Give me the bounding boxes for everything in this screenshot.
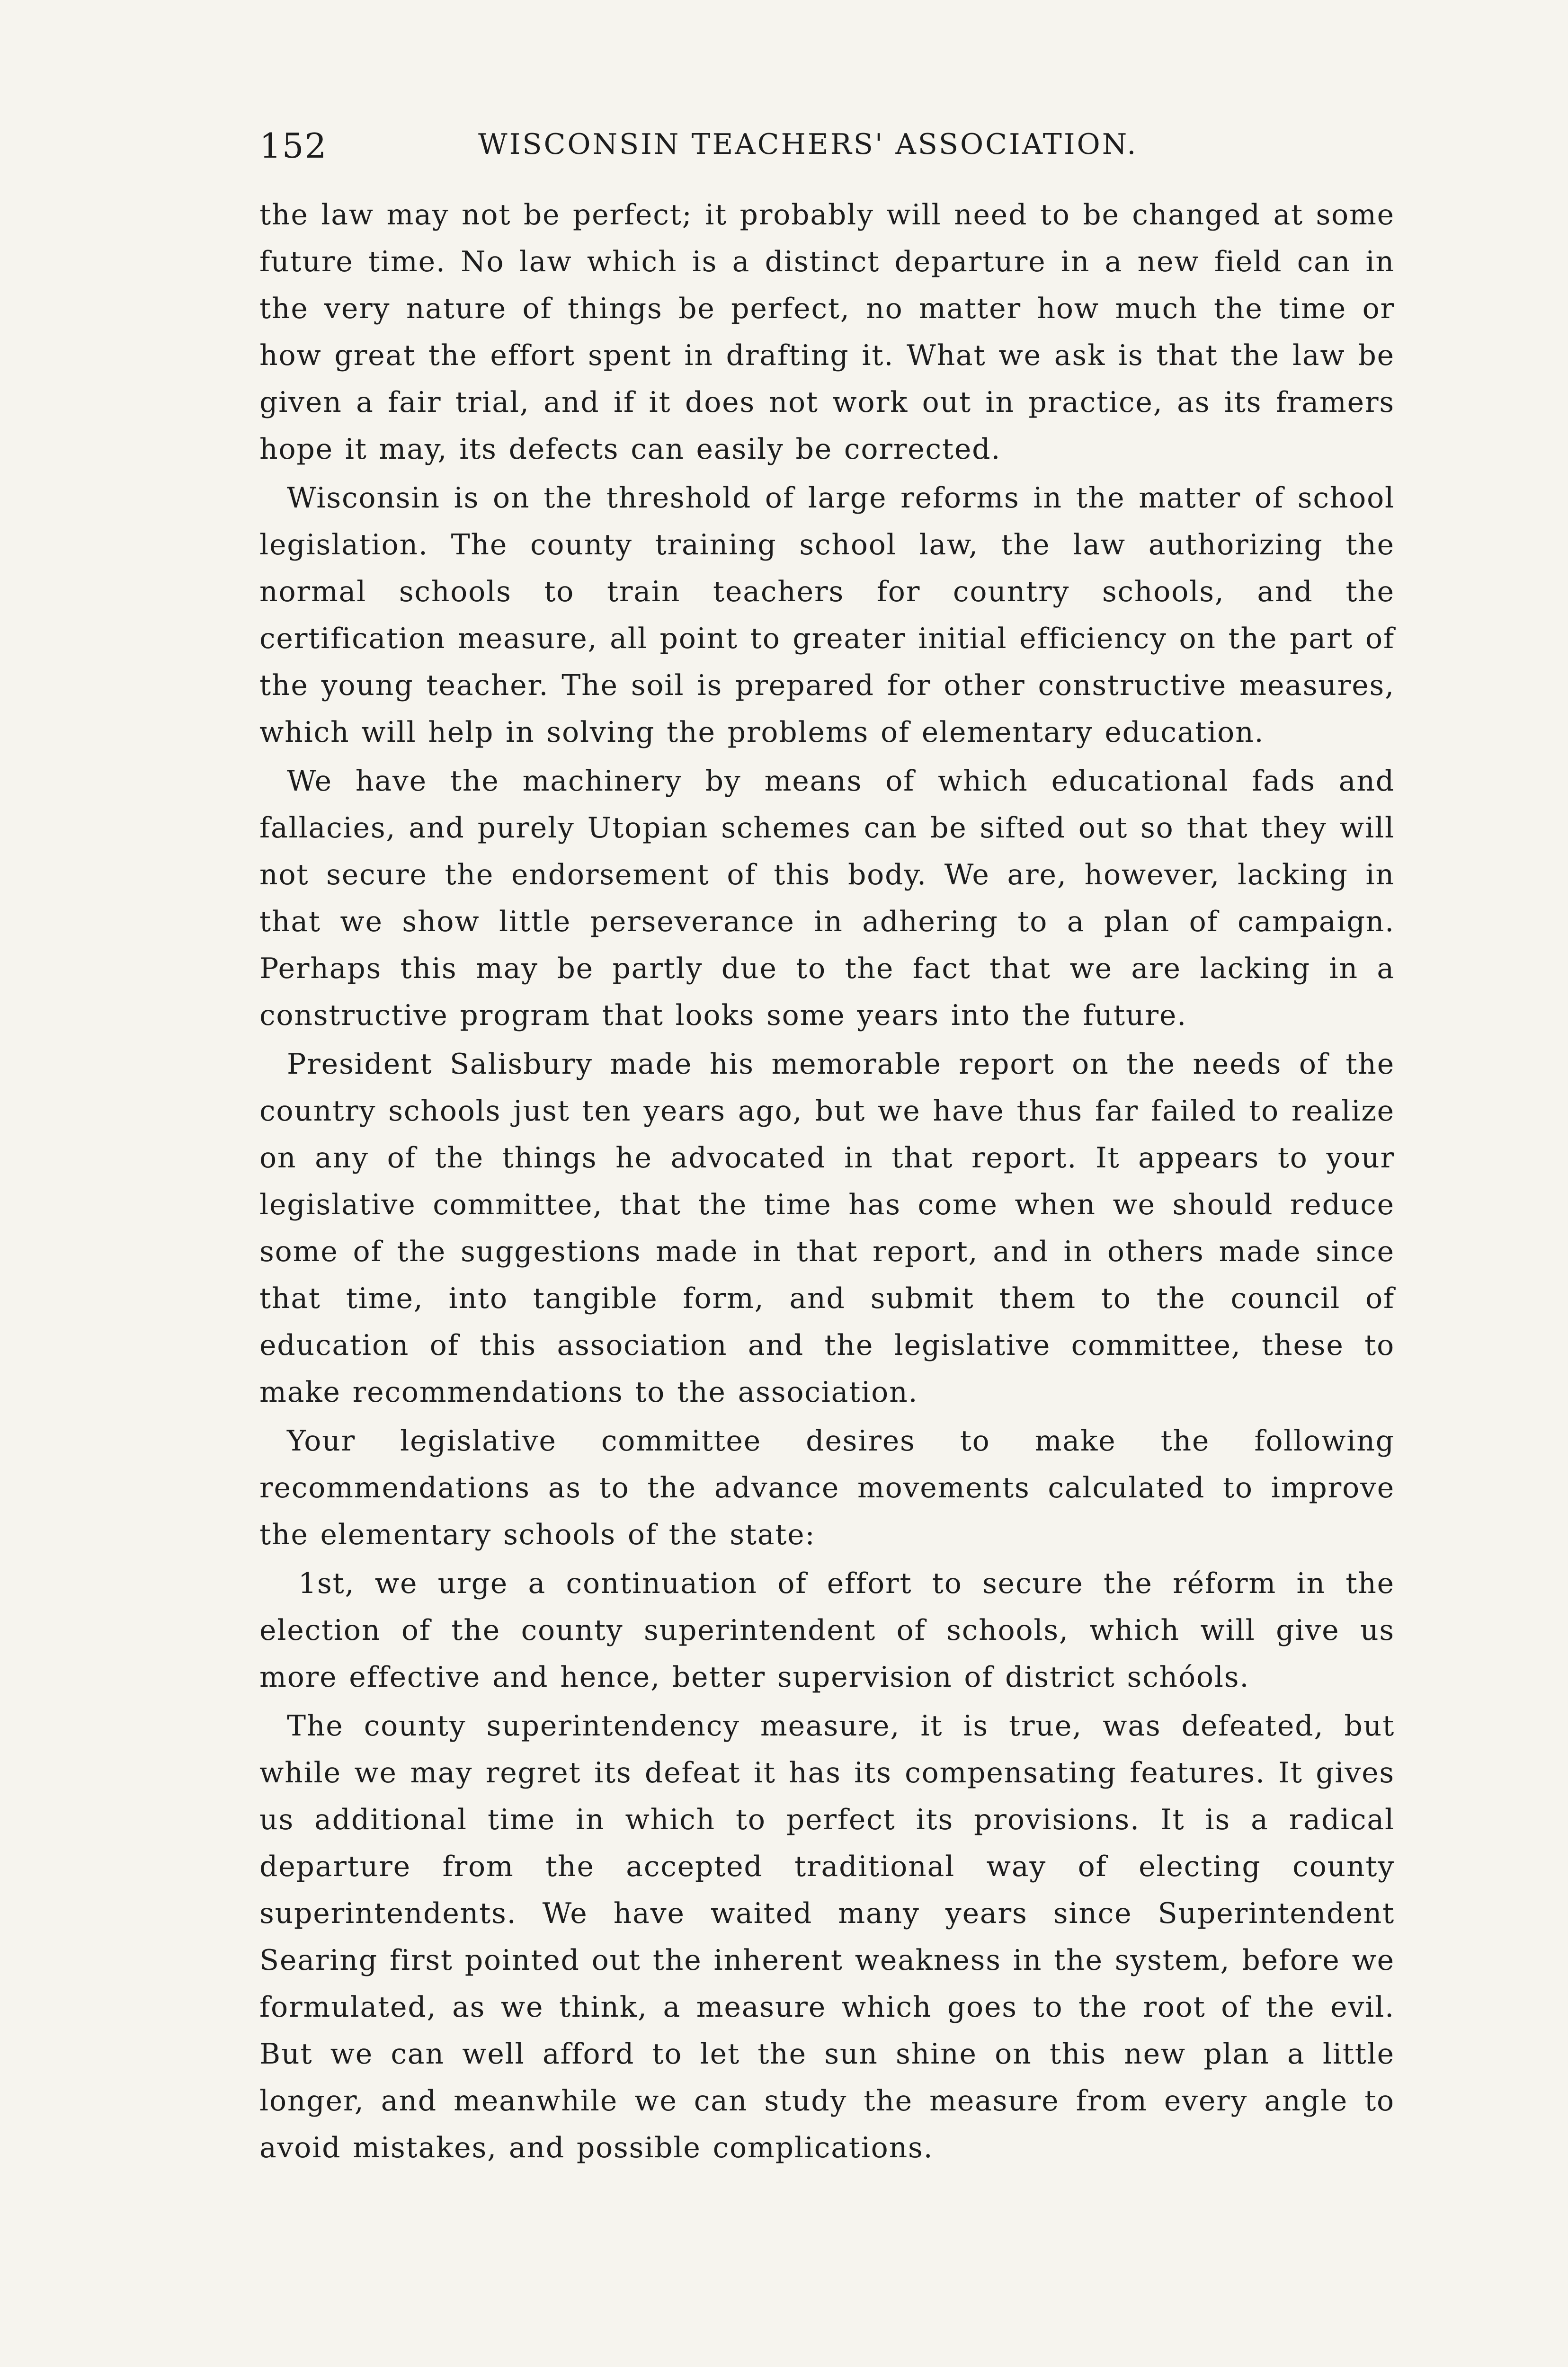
page-number: 152 [259, 126, 328, 166]
running-title: WISCONSIN TEACHERS' ASSOCIATION. [478, 128, 1138, 161]
paragraph-machinery: We have the machinery by means of which educational fads and fallacies, and purely Utopian schemes can be sifted out so that they will not secure the endorsement of this body. We are, however, lacking in that we show little perseverance in adhering to a plan of campaign. Perhaps this may be partly due to the fact that we are lacking in a constructive program that looks some years into the future. [259, 765, 1395, 1032]
paragraph-county-superintendency: The county superintendency measure, it is true, was defeated, but while we may regret its defeat it has its compensating features. It gives us additional time in which to perfect its provisions. It is a radical departure from the accepted traditional way of electing county superintendents. We have waited many years since Superintendent Searing first pointed out the inherent weakness in the system, before we formulated, as we think, a measure which goes to the root of the evil. But we can well afford to let the sun shine on this new plan a little longer, and meanwhile we can study the measure from every angle to avoid mistakes, and possible complications. [259, 1709, 1395, 2164]
paragraph-first-recommendation: 1st, we urge a continuation of effort to secure the réform in the election of the county superintendent of schools, which will give us more effective and hence, better supervision of district schóols. [259, 1567, 1395, 1694]
paragraph-continuation: the law may not be perfect; it probably will need to be changed at some future time. No law which is a distinct departure in a new field can in the very nature of things be perfect, no matter how much the time or how great the effort spent in drafting it. What we ask is that the law be given a fair trial, and if it does not work out in practice, as its framers hope it may, its defects can easily be corrected. [259, 198, 1395, 466]
running-header [259, 122, 1396, 174]
paragraph-recommendations-intro: Your legislative committee desires to make the following recommendations as to the advance movements calculated to improve the elementary schools of the state: [259, 1424, 1395, 1551]
body-text [259, 192, 1395, 2173]
paragraph-school-legislation: Wisconsin is on the threshold of large reforms in the matter of school legislation. The county training school law, the law authorizing the normal schools to train teachers for country schools, and the certification measure, all point to greater initial efficiency on the part of the young teacher. The soil is prepared for other constructive measures, which will help in solving the problems of elementary education. [259, 481, 1395, 749]
paragraph-salisbury-report: President Salisbury made his memorable report on the needs of the country schools just ten years ago, but we have thus far failed to realize on any of the things he advocated in that report. It appears to your legislative committee, that the time has come when we should reduce some of the suggestions made in that report, and in others made since that time, into tangible form, and submit them to the council of education of this association and the legislative committee, these to make recommendations to the association. [259, 1048, 1395, 1409]
